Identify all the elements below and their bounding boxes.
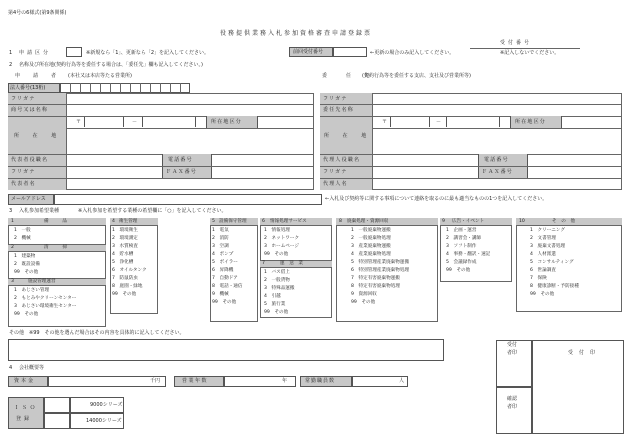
applicant-postal-dash: － [132,119,138,125]
years-label: 営業年数 [182,378,209,384]
email-label: メールアドレス [11,196,46,202]
prev-receipt-no-input[interactable] [333,47,367,57]
category-2-name: 清 掃 [44,245,67,250]
delegate-area-label: 所在地区分 [515,119,547,125]
row3-num: 3 [9,208,13,214]
category-item[interactable]: 4 産業廃棄物処理 [351,252,391,257]
iso-label-box [8,397,44,429]
staff-unit: 人 [399,378,405,384]
category-item[interactable]: 7 保険 [530,276,547,281]
category-item[interactable]: 99 その他 [212,300,237,305]
category-item[interactable]: 2 講習会・講師 [446,236,482,241]
corp-no-label: 法人番号(13桁) [10,85,46,91]
category-item[interactable]: 3 特殊品運搬 [264,286,295,291]
delegate-note: (契約行為等を委任する支店、支社及び営業所等) [362,73,471,79]
applicant-rep-title-label: 代表者役職名 [11,157,49,163]
category-item[interactable]: 9 機械 [212,292,229,297]
delegate-agent-name-input[interactable] [372,178,478,190]
category-item[interactable]: 1 クリーニング [530,228,565,233]
applicant-fax-label: ＦＡＸ番号 [166,169,198,175]
category-item[interactable]: 2 既設設備 [14,262,40,267]
category-item[interactable]: 99 その他 [112,292,137,297]
applicant-postal-input-2[interactable] [142,117,196,127]
capital-unit: 千円 [150,378,161,384]
category-item[interactable]: 1 一般廃棄物運搬 [351,228,391,233]
category-item[interactable]: 2 環境測定 [112,236,138,241]
category-item[interactable]: 5 会議録作成 [446,260,477,265]
category-item[interactable]: 5 ボイラー [212,260,238,265]
category-item[interactable]: 6 世論調査 [530,268,556,273]
applicant-company-input[interactable] [66,104,314,116]
category-5-name: 設備保守管理 [219,219,247,224]
category-item[interactable]: 7 自動ドア [212,276,238,281]
row2-num: 2 [9,62,13,68]
category-item[interactable]: 8 電話・通信 [212,284,243,289]
row3-text: 入札参加希望業種 [19,208,60,214]
application-type-input[interactable] [66,47,82,57]
row4-num: 4 [9,365,13,371]
category-item[interactable]: 3 あじさい環境衛生センター [14,304,77,309]
delegate-label: 委 任 先 [322,73,371,79]
category-item[interactable]: 2 機械 [14,236,31,241]
delegate-fax-input[interactable] [528,166,622,178]
delegate-postal-mark: 〒 [382,119,388,125]
delegate-furigana-input[interactable] [372,93,622,104]
receipt-no-note: ※記入しないでください。 [500,50,560,56]
application-type-note: ※新規なら「1」、更新なら「2」を記入してください。 [86,50,210,56]
category-item[interactable]: 8 庭園・緑地 [112,284,143,289]
receipt-stamp-label: 受付印 [568,350,602,356]
confirmer-seal-label-1: 確認 [507,396,518,402]
category-item[interactable]: 1 電気 [212,228,229,233]
receipt-no-line [470,48,580,49]
delegate-furigana2-label: フリガナ [323,169,348,175]
staff-label: 常勤職員数 [305,378,336,384]
category-item[interactable]: 5 旅行業 [264,302,286,307]
category-item[interactable]: 3 空調 [212,244,229,249]
receiver-seal-label-1: 受付 [507,342,518,348]
applicant-postal-mark: 〒 [76,119,82,125]
category-item[interactable]: 8 特定有害廃棄物処理 [351,284,400,289]
applicant-rep-title-input[interactable] [66,154,162,166]
category-7-name: 運 送 業 [280,261,303,266]
delegate-phone-label: 電話番号 [484,157,509,163]
years-unit: 年 [282,378,288,384]
category-item[interactable]: 4 引越 [264,294,281,299]
category-item[interactable]: 7 防鼠防虫 [112,276,138,281]
category-10-code: 10 [519,219,525,224]
delegate-agent-name-label: 代理人名 [323,181,348,187]
category-item[interactable]: 1 一般 [14,228,31,233]
row4-text: 会社概要等 [19,365,45,371]
delegate-furigana-label: フリガナ [323,96,348,102]
delegate-name-input[interactable] [372,104,622,116]
applicant-address-label: 所 在 地 [14,133,58,139]
category-1-name: 備 品 [44,219,67,224]
applicant-furigana-label: フリガナ [11,96,36,102]
applicant-area-label: 所在地区分 [211,119,243,125]
applicant-rep-furigana-input[interactable] [66,166,162,178]
other-detail-input[interactable] [8,339,444,361]
delegate-address-input[interactable] [372,128,622,154]
category-6-name: 情報処理サービス [270,219,307,224]
category-item[interactable]: 2 消防 [212,236,229,241]
category-7-code: 7 [262,261,265,266]
category-item[interactable]: 99 その他 [351,300,376,305]
prev-receipt-no-label: 前回受付番号 [293,49,324,55]
applicant-area-input[interactable] [258,116,314,128]
category-5-code: 5 [212,219,215,224]
delegate-postal-input-2[interactable] [446,117,500,127]
category-1-code: 1 [11,219,14,224]
delegate-phone-input[interactable] [528,154,622,166]
category-3-name: 施設管理運営 [28,279,56,284]
iso-9000-label: 9000シリーズ [90,402,123,408]
applicant-rep-name-input[interactable] [66,178,162,190]
category-8-name: 廃棄処理・資源回収 [347,219,389,224]
category-10-name: そ の 他 [552,219,575,224]
category-item[interactable]: 4 ポンプ [212,252,234,257]
applicant-label: 申 請 者 [15,73,58,79]
category-item[interactable]: 7 特定有害廃棄物運搬 [351,276,400,281]
form-title: 役務提供業務入札参加資格審査申請登録票 [220,30,373,37]
category-item[interactable]: 99 その他 [264,310,289,315]
applicant-postal-input-1[interactable] [84,117,124,127]
category-item[interactable]: 3 廃棄文書処理 [530,244,566,249]
category-item[interactable]: 1 企画・運営 [446,228,477,233]
delegate-agent-furigana-input[interactable] [372,166,478,178]
category-item[interactable]: 99 その他 [14,270,39,275]
applicant-furigana-input[interactable] [66,93,314,104]
category-item[interactable]: 2 一般廃棄物処理 [351,236,391,241]
category-item[interactable]: 2 文書管理 [530,236,556,241]
prev-receipt-no-note: ←更新の場合のみ記入してください。 [370,50,455,56]
category-item[interactable]: 3 ソフト制作 [446,244,477,249]
category-item[interactable]: 5 特別管理産業廃棄物運搬 [351,260,410,265]
category-item[interactable]: 1 あじさい管理 [14,288,50,293]
category-item[interactable]: 99 その他 [14,312,39,317]
category-4-code: 4 [112,219,115,224]
delegate-area-input[interactable] [562,116,622,128]
capital-input[interactable] [48,376,166,387]
category-item[interactable]: 99 その他 [264,252,289,257]
category-3-code: 3 [11,279,14,284]
category-item[interactable]: 8 健康診断・予防接種 [530,284,579,289]
category-item[interactable]: 3 水質検査 [112,244,138,249]
category-item[interactable]: 99 その他 [446,268,471,273]
other-note: その他 ※99 その他を選んだ場合はその内容を具体的に記入してください。 [9,330,185,336]
category-item[interactable]: 4 貯水槽 [112,252,134,257]
applicant-phone-label: 電話番号 [168,157,193,163]
iso-label: ＩＳＯ [14,405,39,411]
category-item[interactable]: 6 オイルタンク [112,268,147,273]
row2-text: 名称及び所在地(契約行為等を委任する場合は、「委任先」欄も記入してください。) [19,62,203,68]
category-9-code: 9 [442,219,445,224]
category-item[interactable]: 5 浄化槽 [112,260,134,265]
row1-num: 1 [9,50,13,56]
category-item[interactable]: 1 情報処理 [264,228,290,233]
category-item[interactable]: 99 その他 [530,292,555,297]
category-2-code: 2 [11,245,14,250]
form-number: 第4号の6様式(第9条関係) [8,10,67,16]
category-item[interactable]: 2 もとみやクリーンセンター [14,296,77,301]
category-item[interactable]: 1 バス借上 [264,270,290,275]
category-item[interactable]: 2 ネットワーク [264,236,300,241]
category-6-code: 6 [262,219,265,224]
applicant-rep-name-label: 代表者名 [11,181,36,187]
category-item[interactable]: 9 資源回収 [351,292,377,297]
category-item[interactable]: 3 ホームページ [264,244,299,249]
applicant-furigana2-label: フリガナ [11,169,36,175]
category-item[interactable]: 5 コンサルティング [530,260,574,265]
delegate-address-label: 所 在 地 [324,133,368,139]
applicant-phone-input[interactable] [212,154,314,166]
category-8-code: 8 [339,219,342,224]
iso-14000-label: 14000シリーズ [86,418,122,424]
delegate-agent-title-label: 代理人役職名 [323,157,361,163]
row3-note: ※入札参加を希望する業種の希望欄に「○」を記入してください。 [78,208,227,214]
iso-label-2: 登録 [16,416,33,422]
delegate-postal-dash: － [436,119,442,125]
category-3-header [8,278,106,286]
delegate-name-label: 委任先名称 [323,107,355,113]
delegate-fax-label: ＦＡＸ番号 [482,169,514,175]
receiver-seal-label-2: 者印 [507,350,518,356]
applicant-note: (本社又は本店等たる営業所) [68,73,132,79]
email-note: ←入札及び契約等に関する事項について連絡を取るのに最も適当なものの1つを記入してください。 [325,196,548,202]
category-4-name: 衛生管理 [119,219,138,224]
applicant-fax-input[interactable] [212,166,314,178]
receipt-no-label: 受付番号 [500,40,533,46]
category-item[interactable]: 6 特別管理産業廃棄物処理 [351,268,410,273]
category-item[interactable]: 6 昇降機 [212,268,234,273]
applicant-address-input[interactable] [66,128,314,154]
category-item[interactable]: 2 一般貨物 [264,278,290,283]
category-item[interactable]: 1 建築物 [14,254,36,259]
iso-14000-check[interactable] [44,413,70,429]
category-9-name: 広告・イベント [452,219,485,224]
delegate-postal-input-1[interactable] [390,117,430,127]
application-type-label: 申請区分 [19,50,52,56]
category-item[interactable]: 1 環境衛生 [112,228,138,233]
category-item[interactable]: 4 人材派遣 [530,252,556,257]
capital-label: 資本金 [14,378,36,384]
email-input[interactable] [54,194,322,205]
confirmer-seal-box [496,387,532,434]
applicant-company-label: 商号又は名称 [11,107,49,113]
confirmer-seal-label-2: 者印 [507,404,518,410]
delegate-agent-title-input[interactable] [372,154,478,166]
category-item[interactable]: 3 産業廃棄物運搬 [351,244,391,249]
iso-9000-check[interactable] [44,397,70,413]
category-item[interactable]: 4 事務・翻訳・速記 [446,252,491,257]
